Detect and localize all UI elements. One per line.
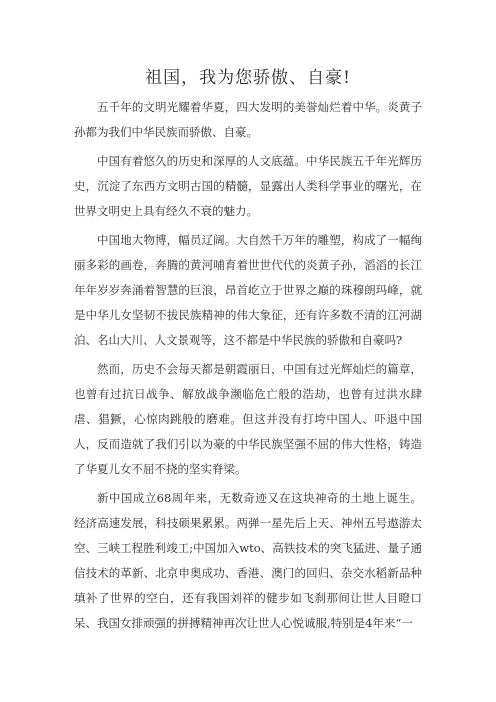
paragraph: 然而，历史不会每天都是朝霞丽日，中国有过光辉灿烂的篇章，也曾有过抗日战争、解放战争濒临危亡般的浩劫，也曾有过洪水肆虐、猖獗，心惊肉跳般的磨难。但这并没有打垮中国人、吓退中国人，反而造就了我们引以为豪的中华民族坚强不屈的伟大性格，铸造了华夏儿女不屈不挠的坚实脊梁。: [74, 362, 422, 476]
paragraph: 新中国成立68周年来，无数奇迹又在这块神奇的土地上诞生。经济高速发展，科技硕果累累。两弹一星先后上天、神州五号遨游太空、三峡工程胜利竣工;中国加入wto、高铁技术的突飞猛进、量子通信技术的革新、北京申奥成功、香港、澳门的回归、杂交水稻新品种填补了世界的空白，还有我国刘祥的健步如飞刹那间让世人目瞪口呆、我国女排顽强的拼搏精神再次让世人心悦诚服,特别是4年来“一: [74, 491, 422, 630]
paragraph: 中国有着悠久的历史和深厚的人文底蕴。中华民族五千年光辉历史，沉淀了东西方文明古国的精髓，显露出人类科学事业的曙光，在世界文明史上具有经久不衰的魅力。: [74, 154, 422, 218]
paragraph: 五千年的文明光耀着华夏，四大发明的美誉灿烂着中华。炎黄子孙都为我们中华民族而骄傲、自豪。: [74, 100, 422, 139]
paragraph: 中国地大物博，幅员辽阔。大自然千万年的雕塑，构成了一幅绚丽多彩的画卷，奔腾的黄河哺育着世世代代的炎黄子孙，滔滔的长江年年岁岁奔涌着智慧的巨浪，昂首屹立于世界之巅的珠穆朗玛峰，就是中华儿女坚韧不拔民族精神的伟大象征，还有许多数不清的江河湖泊、名山大川、人文景观等，这不都是中华民族的骄傲和自豪吗?: [74, 233, 422, 347]
document-body: [74, 95, 422, 640]
document-title: 祖国，我为您骄傲、自豪!: [145, 68, 351, 88]
